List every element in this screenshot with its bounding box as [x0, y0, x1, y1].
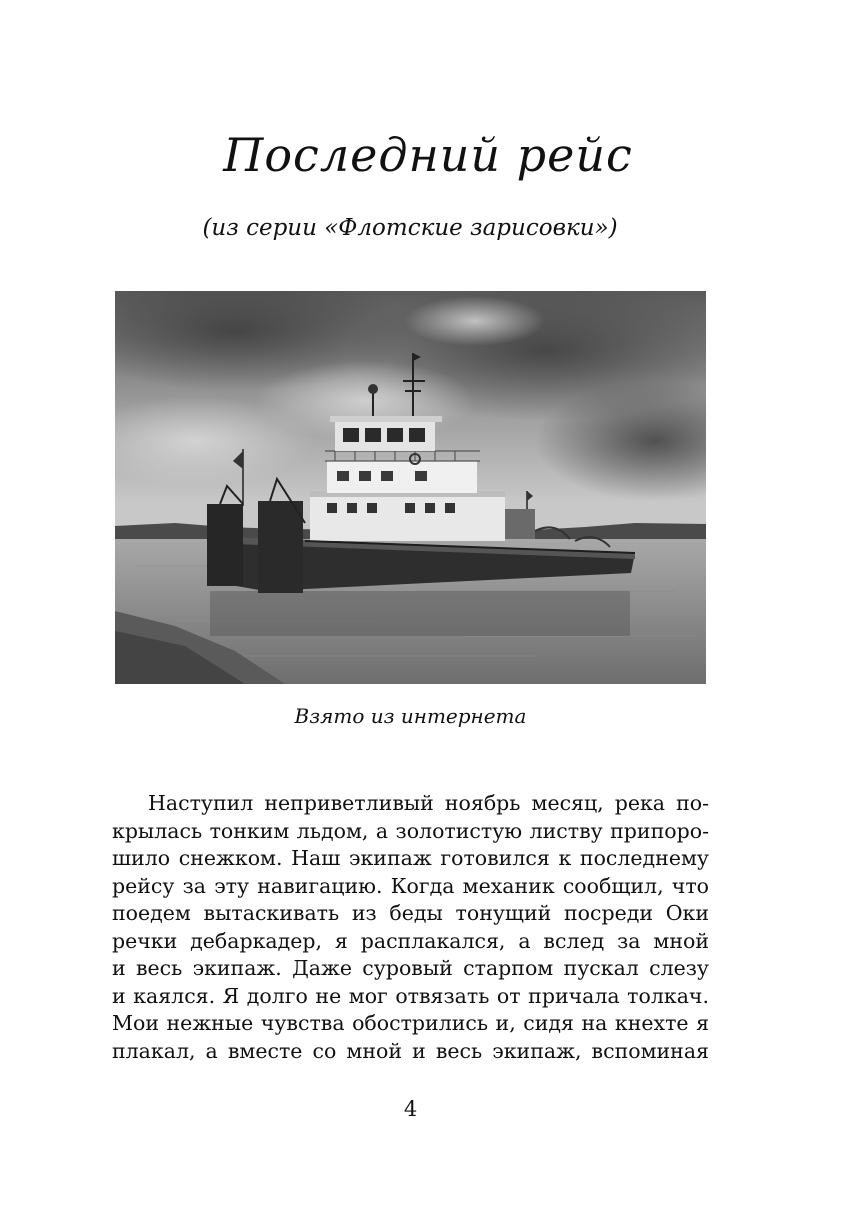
body-line: Мои нежные чувства обострились и, сидя на кнехте я: [112, 1011, 709, 1035]
body-line: крылась тонким льдом, а золотистую листву припоро-: [112, 818, 709, 843]
body-line: шило снежком. Наш экипаж готовился к последнему: [112, 846, 709, 870]
page-number: 4: [403, 1097, 418, 1121]
photo-caption: Взято из интернета: [294, 704, 527, 728]
page-title: Последний рейс: [223, 128, 633, 182]
tugboat-photo: [115, 291, 706, 684]
body-line: и каялся. Я долго не мог отвязать от причала толкач.: [112, 983, 709, 1008]
body-line: и весь экипаж. Даже суровый старпом пускал слезу: [112, 956, 709, 980]
body-paragraph: [112, 790, 709, 1065]
body-line: поедем вытаскивать из беды тонущий посреди Оки: [112, 901, 709, 925]
body-line: плакал, а вместе со мной и весь экипаж, вспоминая: [112, 1038, 709, 1063]
body-line: речки дебаркадер, я расплакался, а вслед за мной: [112, 928, 709, 953]
body-line: Наступил неприветливый ноябрь месяц, река по-: [148, 791, 709, 815]
page-subtitle: (из серии «Флотские зарисовки»): [202, 215, 618, 241]
body-line: рейсу за эту навигацию. Когда механик сообщил, что: [112, 873, 709, 898]
